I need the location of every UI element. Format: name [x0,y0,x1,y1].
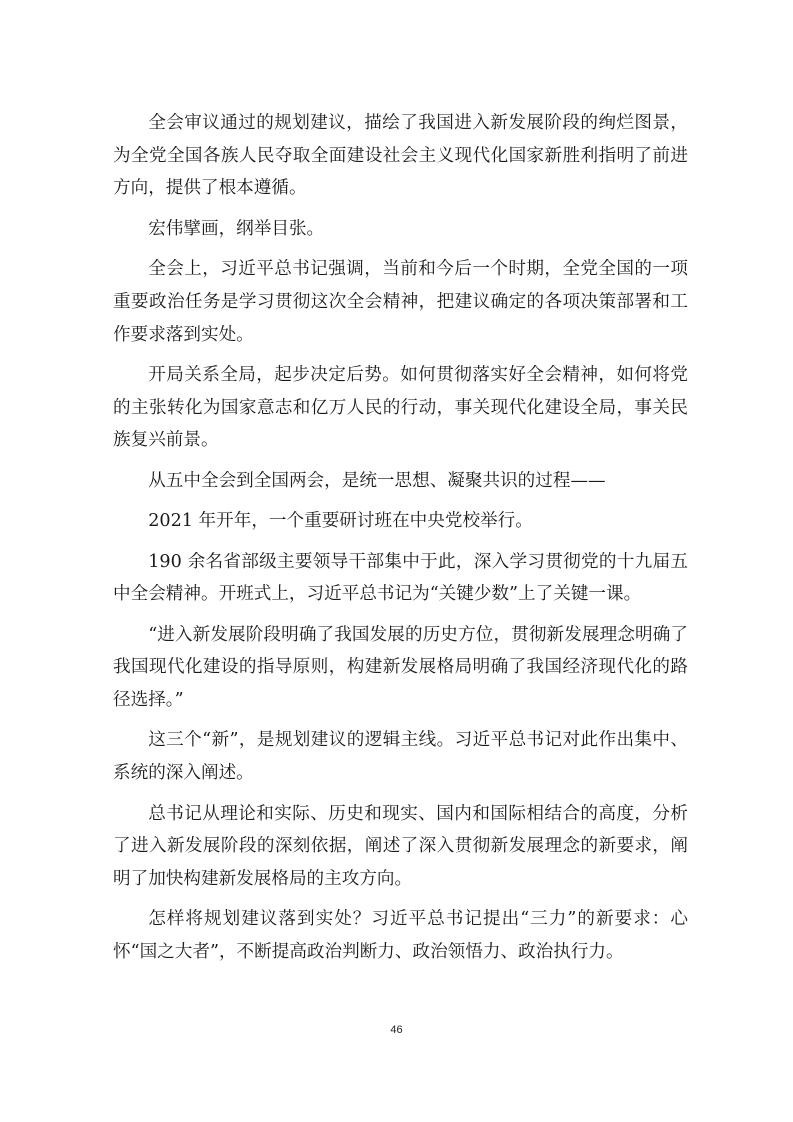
paragraph-11: 怎样将规划建议落到实处？习近平总书记提出“三力”的新要求：心怀“国之大者”，不断提高政治判断力、政治领悟力、政治执行力。 [113,909,688,963]
paragraph-3: 全会上，习近平总书记强调，当前和今后一个时期，全党全国的一项重要政治任务是学习贯彻这次全会精神，把建议确定的各项决策部署和工作要求落到实处。 [113,259,688,345]
page-number: 46 [390,1024,403,1036]
paragraph-8: “进入新发展阶段明确了我国发展的历史方位，贯彻新发展理念明确了我国现代化建设的指导原则，构建新发展格局明确了我国经济现代化的路径选择。” [113,624,688,711]
body-text [113,107,688,976]
paragraph-9: 这三个“新”，是规划建议的逻辑主线。习近平总书记对此作出集中、系统的深入阐述。 [113,730,688,784]
paragraph-6: 2021 年开年，一个重要研讨班在中央党校举行。 [148,511,533,532]
paragraph-4: 开局关系全局，起步决定后势。如何贯彻落实好全会精神，如何将党的主张转化为国家意志和亿万人民的行动，事关现代化建设全局，事关民族复兴前景。 [113,364,688,451]
paragraph-2: 宏伟擘画，纲举目张。 [148,218,325,239]
paragraph-7: 190 余名省部级主要领导干部集中于此，深入学习贯彻党的十九届五中全会精神。开班式上，习近平总书记为“关键少数”上了关键一课。 [113,551,688,605]
paragraph-1: 全会审议通过的规划建议，描绘了我国进入新发展阶段的绚烂图景，为全党全国各族人民夺取全面建设社会主义现代化国家新胜利指明了前进方向，提供了根本遵循。 [113,113,688,199]
paragraph-10: 总书记从理论和实际、历史和现实、国内和国际相结合的高度，分析了进入新发展阶段的深刻依据，阐述了深入贯彻新发展理念的新要求，阐明了加快构建新发展格局的主攻方向。 [113,803,688,889]
paragraph-5: 从五中全会到全国两会，是统一思想、凝聚共识的过程—— [148,470,606,491]
